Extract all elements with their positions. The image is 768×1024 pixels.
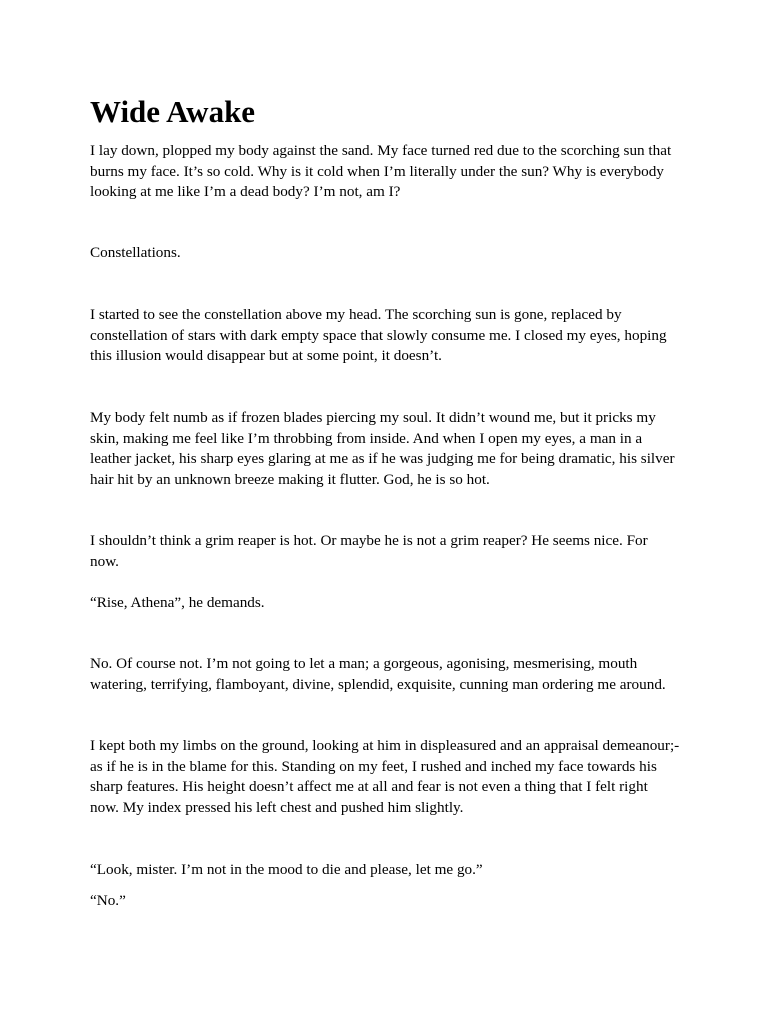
paragraph-1: I lay down, plopped my body against the sand. My face turned red due to the scorching sun that burns my face. It’s so cold. Why is it cold when I’m literally under the sun? Why is everybody looking at me like I’m a dead body? I’m not, am I? xyxy=(90,142,672,200)
paragraph-8: I kept both my limbs on the ground, looking at him in displeasured and an appraisal demeanour;- as if he is in the blame for this. Standing on my feet, I rushed and inched my face towards his sharp features. His height doesn’t affect me at all and fear is not even a thing that I felt right now. My index pressed his left chest and pushed him slightly. xyxy=(90,737,680,816)
paragraph-5: I shouldn’t think a grim reaper is hot. Or maybe he is not a grim reaper? He seems nice. For now. xyxy=(90,532,648,570)
paragraph-3: I started to see the constellation above my head. The scorching sun is gone, replaced by constellation of stars with dark empty space that slowly consume me. I closed my eyes, hoping this illusion would disappear but at some point, it doesn’t. xyxy=(90,306,667,364)
paragraph-2: Constellations. xyxy=(90,244,181,261)
paragraph-10: “No.” xyxy=(90,892,126,909)
paragraph-9: “Look, mister. I’m not in the mood to die and please, let me go.” xyxy=(90,861,483,878)
paragraph-7: No. Of course not. I’m not going to let a man; a gorgeous, agonising, mesmerising, mouth watering, terrifying, flamboyant, divine, splendid, exquisite, cunning man ordering me around. xyxy=(90,655,666,693)
document-title: Wide Awake xyxy=(90,94,256,129)
paragraph-4: My body felt numb as if frozen blades piercing my soul. It didn’t wound me, but it pricks my skin, making me feel like I’m throbbing from inside. And when I open my eyes, a man in a leather jacket, his sharp eyes glaring at me as if he was judging me for being dramatic, his silver hair hit by an unknown breeze making it flutter. God, he is so hot. xyxy=(90,409,675,488)
paragraph-6: “Rise, Athena”, he demands. xyxy=(90,594,265,611)
